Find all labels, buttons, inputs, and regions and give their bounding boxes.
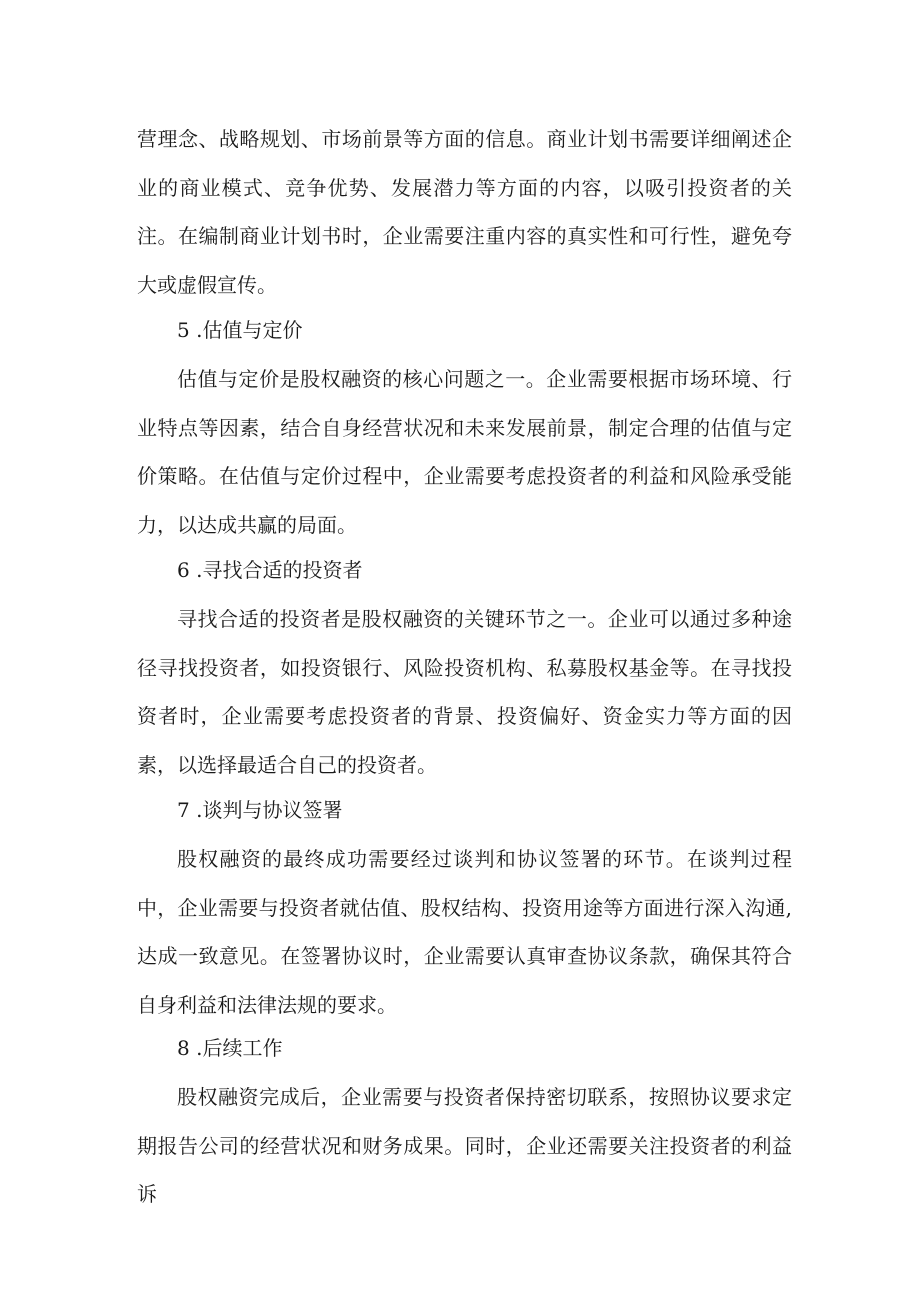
paragraph-negotiation: 股权融资的最终成功需要经过谈判和协议签署的环节。在谈判过程中，企业需要与投资者就估值、股权结构、投资用途等方面进行深入沟通,达成一致意见。在签署协议时，企业需要认真审查协议条款，确保其符合自身利益和法律法规的要求。 xyxy=(137,847,792,1017)
paragraph-investors: 寻找合适的投资者是股权融资的关键环节之一。企业可以通过多种途径寻找投资者，如投资银行、风险投资机构、私募股权基金等。在寻找投资者时，企业需要考虑投资者的背景、投资偏好、资金实力等方面的因素，以选择最适合自己的投资者。 xyxy=(137,607,792,777)
section-heading-8: 8 .后续工作 xyxy=(177,1036,283,1060)
section-heading-6: 6 .寻找合适的投资者 xyxy=(177,558,363,582)
paragraph-intro: 营理念、战略规划、市场前景等方面的信息。商业计划书需要详细阐述企业的商业模式、竞争优势、发展潜力等方面的内容，以吸引投资者的关注。在编制商业计划书时，企业需要注重内容的真实性和可行性，避免夸大或虚假宣传。 xyxy=(137,127,792,297)
section-heading-5: 5 .估值与定价 xyxy=(177,318,303,342)
paragraph-followup: 股权融资完成后，企业需要与投资者保持密切联系，按照协议要求定期报告公司的经营状况和财务成果。同时，企业还需要关注投资者的利益诉 xyxy=(137,1085,792,1206)
paragraph-valuation: 估值与定价是股权融资的核心问题之一。企业需要根据市场环境、行业特点等因素，结合自身经营状况和未来发展前景，制定合理的估值与定价策略。在估值与定价过程中，企业需要考虑投资者的利益和风险承受能力，以达成共赢的局面。 xyxy=(137,367,792,537)
section-heading-7: 7 .谈判与协议签署 xyxy=(177,798,343,822)
